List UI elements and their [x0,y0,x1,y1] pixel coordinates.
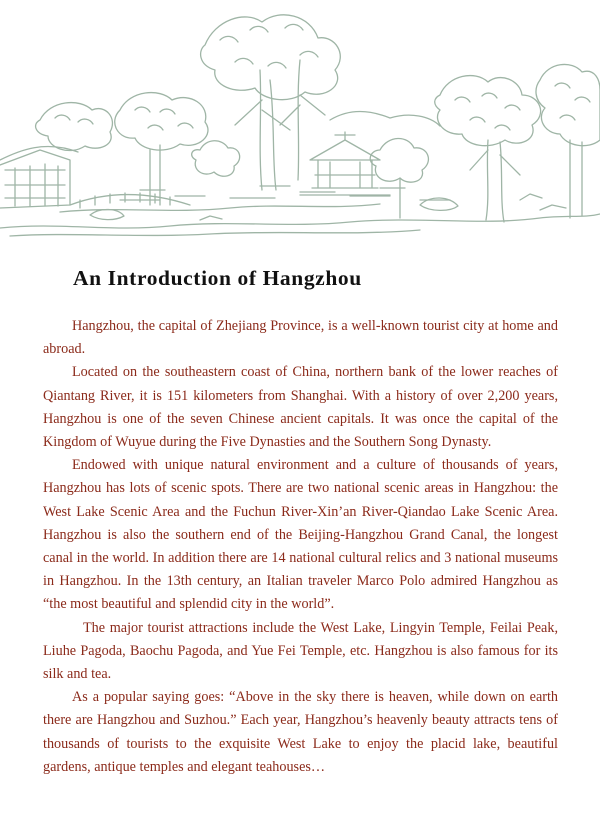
document-body [43,315,558,779]
landscape-illustration-icon [0,0,600,245]
paragraph: Hangzhou, the capital of Zhejiang Province, is a well-known tourist city at home and abroad. [43,318,558,358]
landscape-banner [0,0,600,245]
paragraph: The major tourist attractions include the West Lake, Lingyin Temple, Feilai Peak, Liuhe Pagoda, Baochu Pagoda, and Yue Fei Temple, etc. Hangzhou is also famous for its silk and tea. [43,619,558,683]
paragraph: Located on the southeastern coast of China, northern bank of the lower reaches of Qiantang River, it is 151 kilometers from Shanghai. With a history of over 2,200 years, Hangzhou is one of the seven Chinese ancient capitals. It was once the capital of the Kingdom of Wuyue during the Five Dynasties and the Southern Song Dynasty. [43,364,558,451]
paragraph: Endowed with unique natural environment and a culture of thousands of years, Hangzhou has lots of scenic spots. There are two national scenic areas in Hangzhou: the West Lake Scenic Area and the Fuchun River-Xin’an River-Qiandao Lake Scenic Area. Hangzhou is also the southern end of the Beijing-Hangzhou Grand Canal, the longest canal in the world. In addition there are 14 national cultural relics and 3 national museums in Hangzhou. In the 13th century, an Italian traveler Marco Polo admired Hangzhou as “the most beautiful and splendid city in the world”. [43,457,558,613]
page-title: An Introduction of Hangzhou [73,266,362,290]
paragraph: As a popular saying goes: “Above in the sky there is heaven, while down on earth there are Hangzhou and Suzhou.” Each year, Hangzhou’s heavenly beauty attracts tens of thousands of tourists to the exquisite West Lake to enjoy the placid lake, beautiful gardens, antique temples and elegant teahouses… [43,689,558,775]
